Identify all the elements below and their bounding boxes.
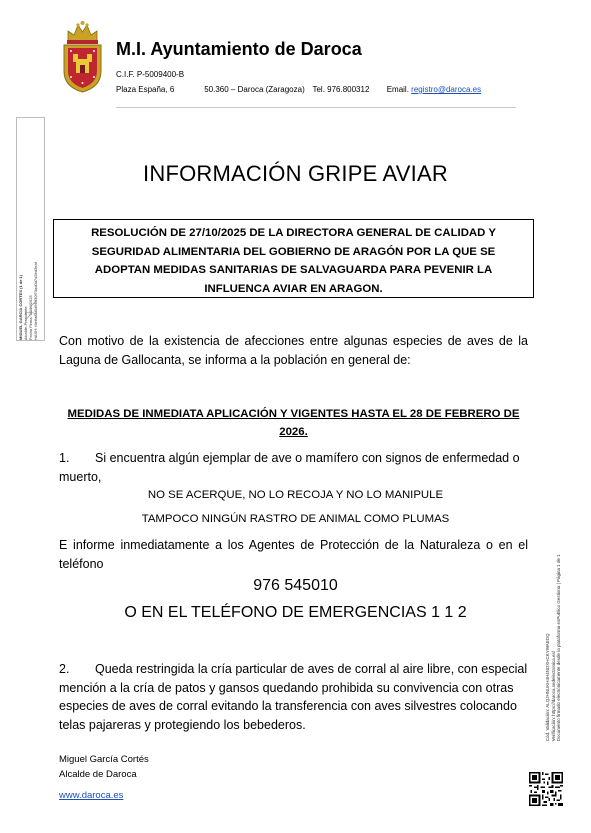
stamp-line: Fecha Firma: 30/10/2025: [28, 295, 33, 340]
inform-paragraph: E informe inmediatamente a los Agentes de Protección de la Naturaleza o en el teléfono: [59, 538, 528, 571]
stamp-line: MIGUEL GARCIA CORTES (1 de 1): [18, 274, 23, 340]
postal-city: 50.360 – Daroca (Zaragoza): [204, 85, 305, 94]
qr-code-icon[interactable]: [529, 772, 563, 806]
signer-role: Alcalde de Daroca: [59, 769, 137, 780]
verification-line: Verificación: https://daroca.sedelectronica.es/: [550, 650, 556, 742]
coat-of-arms-icon: [60, 19, 105, 94]
organization-name: M.I. Ayuntamiento de Daroca: [116, 39, 362, 59]
point-2-text: Queda restringida la cría particular de aves de corral al aire libre, con especial mención a la cría de patos y gansos quedando prohibida su convivencia con otras especies de aves de corral evitando la transferencia con aves silvestres colocando telas pajareras y protegiendo los bebederos.: [59, 662, 528, 732]
phone-number: 976 545010: [253, 577, 338, 594]
point-1-number: 1.: [59, 451, 70, 465]
point-1-text: Si encuentra algún ejemplar de ave o mamífero con signos de enfermedad o muerto,: [59, 451, 520, 484]
measures-heading: MEDIDAS DE INMEDIATA APLICACIÓN Y VIGENTES HASTA EL 28 DE FEBRERO DE 2026.: [67, 408, 520, 438]
emergency-phone: O EN EL TELÉFONO DE EMERGENCIAS 1 1 2: [124, 604, 467, 621]
point-1: [59, 449, 528, 486]
document-title: INFORMACIÓN GRIPE AVIAR: [143, 161, 448, 186]
phone-contact: Tel. 976.800312: [312, 85, 370, 94]
point-2-number: 2.: [59, 662, 70, 676]
point-2: [59, 660, 528, 734]
stamp-line: Alcalde-Presidente: [23, 306, 28, 340]
signature-scribble-icon: [23, 298, 39, 324]
warning-line-2: TAMPOCO NINGÚN RASTRO DE ANIMAL COMO PLUMAS: [141, 513, 450, 525]
verification-line: Documento firmado electrónicamente desde la plataforma esPublico Gestiona | Página 1 de 1: [555, 554, 561, 742]
website-link[interactable]: www.daroca.es: [59, 790, 124, 801]
intro-paragraph: Con motivo de la existencia de afecciones entre algunas especies de aves de la Laguna de Gallocanta, se informa a la población en general de:: [59, 334, 528, 367]
resolution-text: RESOLUCIÓN DE 27/10/2025 DE LA DIRECTORA GENERAL DE CALIDAD Y SEGURIDAD ALIMENTARIA DEL GOBIERNO DE ARAGÓN POR LA QUE SE ADOPTAN MEDIDAS SANITARIAS DE SALVAGUARDA PARA PEVENIR LA INFLUENCA AVIAR EN ARAGON.: [91, 227, 496, 295]
email-link[interactable]: registro@daroca.es: [411, 85, 482, 94]
warning-line-1: NO SE ACERQUE, NO LO RECOJA Y NO LO MANIPULE: [147, 489, 444, 501]
stamp-line: HASH: f4e6af0d5d9f3f30f73ad0d7d2bd3eaf: [33, 262, 38, 340]
verification-line: Cód. Validación: ALQJHNUKH4H4NDXHCKYWAEDQ: [544, 633, 550, 742]
verification-text: [545, 551, 562, 741]
street-address: Plaza España, 6: [116, 85, 175, 94]
signer-name: Miguel García Cortés: [59, 754, 149, 765]
cif-number: C.I.F. P-5009400-B: [116, 70, 185, 79]
email-label: Email.: [386, 85, 409, 94]
contact-line: [116, 85, 481, 94]
header-divider: [116, 107, 516, 108]
